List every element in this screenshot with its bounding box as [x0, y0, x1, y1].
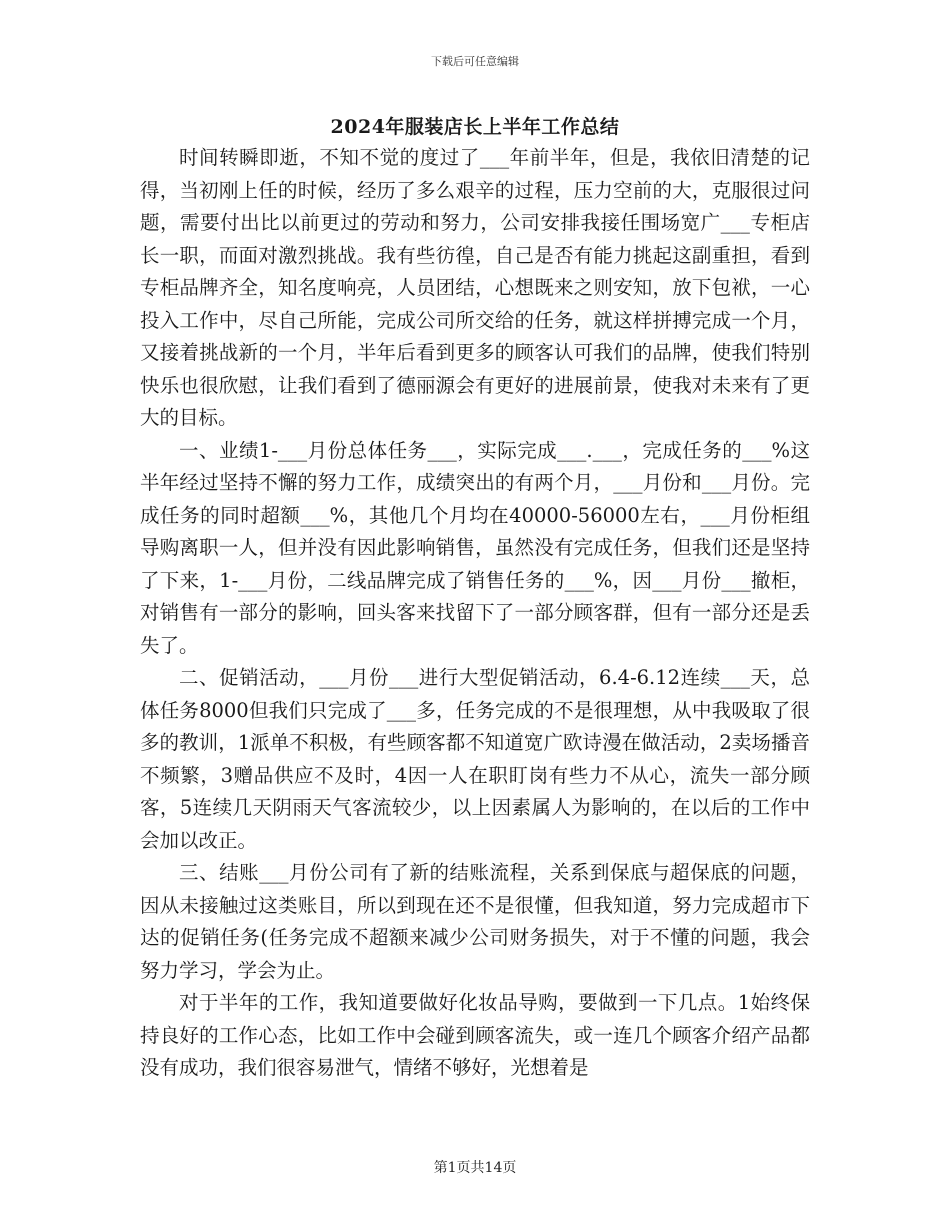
document-body — [140, 142, 810, 1085]
page-number: 第1页共14页 — [433, 1160, 517, 1176]
paragraph-settlement: 三、结账___月份公司有了新的结账流程，关系到保底与超保底的问题，因从未接触过这类账目，所以到现在还不是很懂，但我知道，努力完成超市下达的促销任务(任务完成不超额来减少公司财务损失，对于不懂的问题，我会努力学习，学会为止。 — [140, 861, 810, 982]
header-note: 下载后可任意编辑 — [431, 55, 519, 68]
document-title: 2024年服装店长上半年工作总结 — [330, 116, 620, 138]
paragraph-intro: 时间转瞬即逝，不知不觉的度过了___年前半年，但是，我依旧清楚的记得，当初刚上任的时候，经历了多么艰辛的过程，压力空前的大，克服很过问题，需要付出比以前更过的劳动和努力，公司安排我接任围场宽广___专柜店长一职，而面对激烈挑战。我有些彷徨，自己是否有能力挑起这副重担，看到专柜品牌齐全，知名度响亮，人员团结，心想既来之则安知，放下包袱，一心投入工作中，尽自己所能，完成公司所交给的任务，就这样拼搏完成一个月，又接着挑战新的一个月，半年后看到更多的顾客认可我们的品牌，使我们特别快乐也很欣慰，让我们看到了德丽源会有更好的进展前景，使我对未来有了更大的目标。 — [140, 146, 810, 429]
paragraph-performance: 一、业绩1-___月份总体任务___，实际完成___.___，完成任务的___%这半年经过坚持不懈的努力工作，成绩突出的有两个月，___月份和___月份。完成任务的同时超额___%，其他几个月均在40000-56000左右，___月份柜组导购离职一人，但并没有因此影响销售，虽然没有完成任务，但我们还是坚持了下来，1-___月份，二线品牌完成了销售任务的___%，因___月份___撤柜，对销售有一部分的影响，回头客来找留下了一部分顾客群，但有一部分还是丢失了。 — [140, 438, 810, 657]
paragraph-promotion: 二、促销活动，___月份___进行大型促销活动，6.4-6.12连续___天，总体任务8000但我们只完成了___多，任务完成的不是很理想，从中我吸取了很多的教训，1派单不积极，有些顾客都不知道宽广欧诗漫在做活动，2卖场播音不频繁，3赠品供应不及时，4因一人在职盯岗有些力不从心，流失一部分顾客，5连续几天阴雨天气客流较少，以上因素属人为影响的，在以后的工作中会加以改正。 — [140, 666, 810, 852]
paragraph-summary: 对于半年的工作，我知道要做好化妆品导购，要做到一下几点。1始终保持良好的工作心态，比如工作中会碰到顾客流失，或一连几个顾客介绍产品都没有成功，我们很容易泄气，情绪不够好，光想着是 — [140, 991, 810, 1079]
